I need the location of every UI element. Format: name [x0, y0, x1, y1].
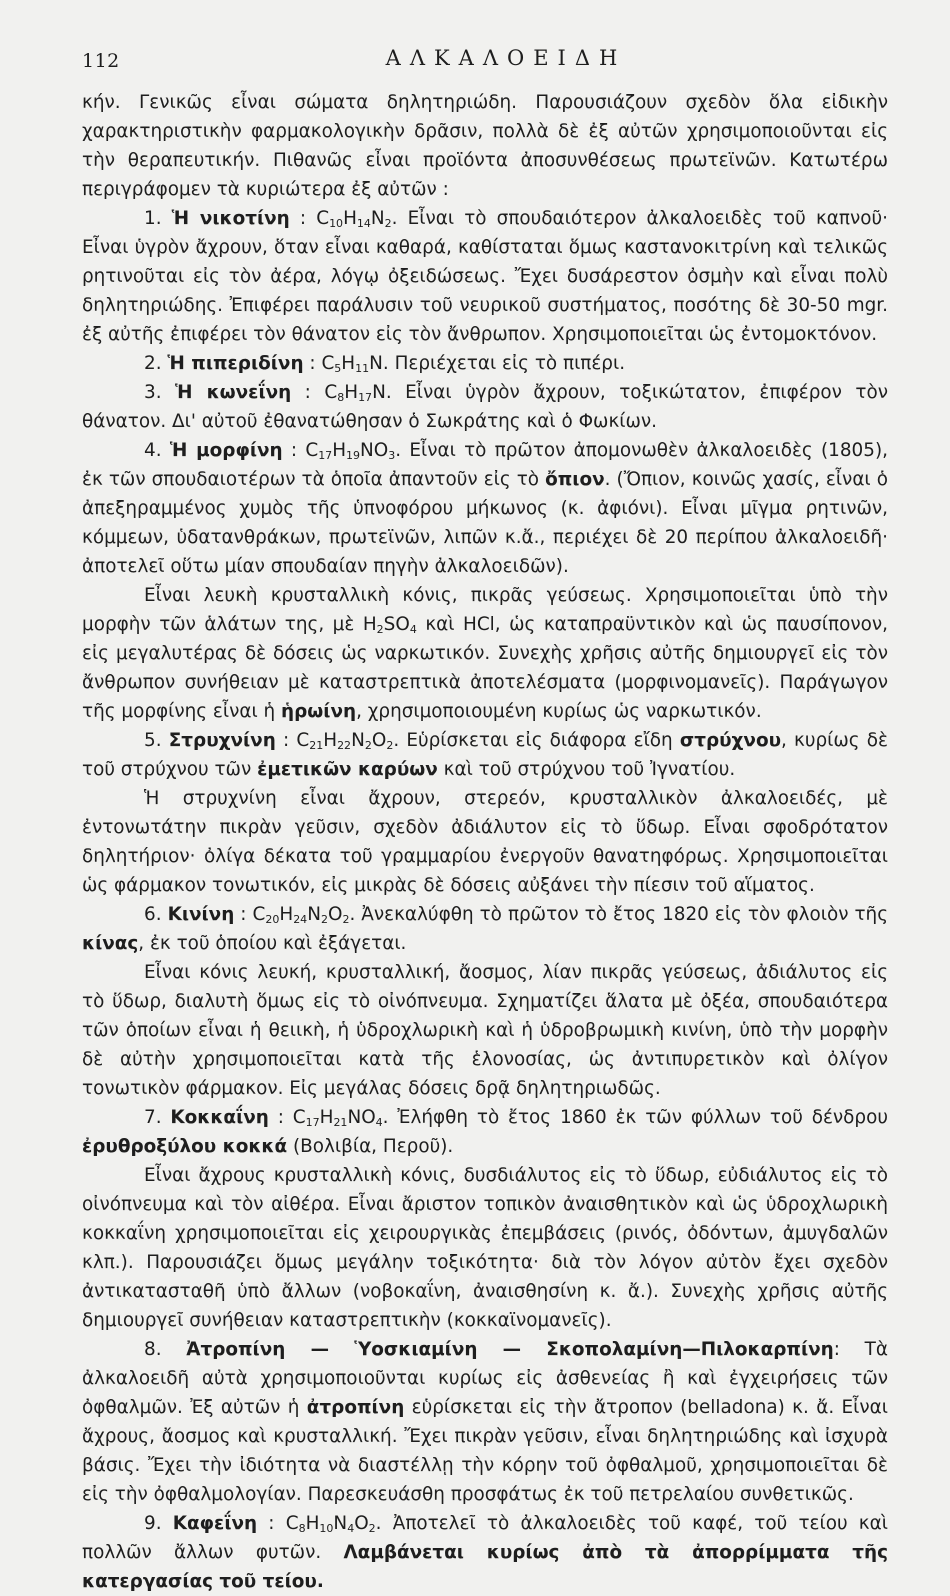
term-caffeine: Καφεΐνη: [172, 1513, 258, 1534]
term-strychnos: στρύχνου: [679, 730, 781, 751]
term-erythroxylum: ἐρυθροξύλου κοκκά: [82, 1136, 288, 1157]
term-piperidine: Ἡ πιπεριδίνη: [167, 353, 304, 374]
term-cinchona: κίνας: [82, 933, 139, 954]
term-coniine: Ἡ κωνεΐνη: [175, 382, 292, 403]
term-cocaine: Κοκκαΐνη: [170, 1107, 269, 1128]
paragraph-quinine-properties: Εἶναι κόνις λευκή, κρυσταλλική, ἄοσμος, λίαν πικρᾶς γεύσεως, ἀδιάλυτος εἰς τὸ ὕδωρ, διαλυτὴ ὅμως εἰς τὸ οἰνόπνευμα. Σχηματίζει ἅλατα μὲ ὀξέα, σπουδαιότερα τῶν ὁποίων εἶναι ἡ θειικὴ, ἡ ὑδροχλωρικὴ καὶ ἡ ὑδροβρωμικὴ κινίνη, ὑπὸ τὴν μορφὴν δὲ αὐτὴν χρησιμοποιεῖται κατὰ τῆς ἑλονοσίας, ὡς ἀντιπυρετικὸν καὶ ὀλίγον τονωτικὸν φάρμακον. Εἰς μεγάλας δόσεις δρᾷ δηλητηριωδῶς.: [82, 962, 888, 1099]
term-morphine: Ἡ μορφίνη: [169, 440, 283, 461]
paragraph-strychnine: 5. Στρυχνίνη : $C_{21}H_{22}N_2O_2$. Εὑρίσκεται εἰς διάφορα εἴδη στρύχνου, κυρίως δὲ τοῦ στρύχνου τῶν ἐμετικῶν καρύων καὶ τοῦ στρύχνου τοῦ Ἰγνατίου.: [82, 730, 888, 780]
paragraph-coniine: 3. Ἡ κωνεΐνη : $C_8H_{17}N$. Εἶναι ὑγρὸν ἄχρουν, τοξικώτατον, ἐπιφέρον τὸν θάνατον. Δι' αὐτοῦ ἐθανατώθησαν ὁ Σωκράτης καὶ ὁ Φωκίων.: [82, 382, 888, 432]
paragraph-piperidine: 2. Ἡ πιπεριδίνη : $C_5H_{11}N$. Περιέχεται εἰς τὸ πιπέρι.: [144, 353, 626, 375]
term-atropine-group: Ἀτροπίνη — Ὑοσκιαμίνη — Σκοπολαμίνη—Πιλοκαρπίνη: [186, 1339, 834, 1360]
term-opium: ὄπιον: [545, 469, 605, 490]
body-text: [82, 88, 888, 1596]
paragraph-caffeine: 9. Καφεΐνη : $C_8H_{10}N_4O_2$. Ἀποτελεῖ τὸ ἀλκαλοειδὲς τοῦ καφέ, τοῦ τείου καὶ πολλῶν ἄλλων φυτῶν. Λαμβάνεται κυρίως ἀπὸ τὰ ἀπορρίμματα τῆς κατεργασίας τοῦ τείου.: [82, 1513, 888, 1592]
paragraph-intro: κήν. Γενικῶς εἶναι σώματα δηλητηριώδη. Παρουσιάζουν σχεδὸν ὅλα εἰδικὴν χαρακτηριστικὴν φαρμακολογικὴν δρᾶσιν, πολλὰ δὲ ἐξ αὐτῶν χρησιμοποιοῦνται εἰς τὴν θεραπευτικήν. Πιθανῶς εἶναι προϊόντα ἀποσυνθέσεως πρωτεϊνῶν. Κατωτέρω περιγράφομεν τὰ κυριώτερα ἐξ αὐτῶν :: [82, 92, 888, 200]
page-number: 112: [82, 50, 120, 72]
paragraph-atropine: 8. Ἀτροπίνη — Ὑοσκιαμίνη — Σκοπολαμίνη—Πιλοκαρπίνη: Τὰ ἀλκαλοειδῆ αὐτὰ χρησιμοποιοῦνται κυρίως εἰς ἀσθενείας ἢ καὶ ἐγχειρήσεις τῶν ὀφθαλμῶν. Ἐξ αὐτῶν ἡ ἀτροπίνη εὑρίσκεται εἰς τὴν ἄτροπον (belladona) κ. ἄ. Εἶναι ἄχρους, ἄοσμος καὶ κρυσταλλική. Ἔχει πικρὰν γεῦσιν, εἶναι δηλητηριώδης καὶ ἰσχυρὰ βάσις. Ἔχει τὴν ἰδιότητα νὰ διαστέλλῃ τὴν κόρην τοῦ ὀφθαλμοῦ, χρησιμοποιεῖται δὲ εἰς τὴν ὀφθαλμολογίαν. Παρεσκευάσθη προσφάτως ἐκ τοῦ πετρελαίου συνθετικῶς.: [82, 1339, 888, 1505]
term-quinine: Κινίνη: [167, 904, 235, 925]
running-title: ΑΛΚΑΛΟΕΙΔΗ: [385, 46, 627, 70]
paragraph-cocaine-properties: Εἶναι ἄχρους κρυσταλλικὴ κόνις, δυσδιάλυτος εἰς τὸ ὕδωρ, εὐδιάλυτος εἰς τὸ οἰνόπνευμα καὶ τὸν αἰθέρα. Εἶναι ἄριστον τοπικὸν ἀναισθητικὸν καὶ ὡς ὑδροχλωρικὴ κοκκαΐνη χρησιμοποιεῖται εἰς χειρουργικὰς ἐπεμβάσεις (ρινός, ὀδόντων, ἀμυγδαλῶν κλπ.). Παρουσιάζει ὅμως μεγάλην τοξικότητα· διὰ τὸν λόγον αὐτὸν ἔχει σχεδὸν ἀντικατασταθῆ ὑπὸ ἄλλων (νοβοκαΐνη, ἀναισθησίνη κ. ἄ.). Συνεχὴς χρῆσις αὐτῆς δημιουργεῖ συνήθειαν καταστρεπτικὴν (κοκκαϊνομανεῖς).: [82, 1165, 888, 1331]
term-atropine: ἀτροπίνη: [306, 1397, 405, 1418]
term-heroin: ἡρωίνη: [281, 701, 357, 722]
term-emetic-nuts: ἐμετικῶν καρύων: [257, 759, 438, 780]
paragraph-cocaine: 7. Κοκκαΐνη : $C_{17}H_{21}NO_4$. Ἐλήφθη τὸ ἔτος 1860 ἐκ τῶν φύλλων τοῦ δένδρου ἐρυθροξύλου κοκκά (Βολιβία, Περοῦ).: [82, 1107, 888, 1157]
page-header: [82, 44, 890, 74]
paragraph-morphine: 4. Ἡ μορφίνη : $C_{17}H_{19}NO_3$. Εἶναι τὸ πρῶτον ἀπομονωθὲν ἀλκαλοειδὲς (1805), ἐκ τῶν σπουδαιοτέρων τὰ ὁποῖα ἀπαντοῦν εἰς τὸ ὄπιον. (Ὄπιον, κοινῶς χασίς, εἶναι ὁ ἀπεξηραμμένος χυμὸς τῆς ὑπνοφόρου μήκωνος (κ. ἀφιόνι). Εἶναι μῖγμα ρητινῶν, κόμμεων, ὑδατανθράκων, πρωτεϊνῶν, λιπῶν κ.ἄ., περιέχει δὲ 20 περίπου ἀλκαλοειδῆ· ἀποτελεῖ οὕτω μίαν σπουδαίαν πηγὴν ἀλκαλοειδῶν).: [82, 440, 888, 577]
paragraph-quinine: 6. Κινίνη : $C_{20}H_{24}N_2O_2$. Ἀνεκαλύφθη τὸ πρῶτον τὸ ἔτος 1820 εἰς τὸν φλοιὸν τῆς κίνας, ἐκ τοῦ ὁποίου καὶ ἐξάγεται.: [82, 904, 888, 954]
paragraph-morphine-uses: Εἶναι λευκὴ κρυσταλλικὴ κόνις, πικρᾶς γεύσεως. Χρησιμοποιεῖται ὑπὸ τὴν μορφὴν τῶν ἁλάτων της, μὲ $H_2SO_4$ καὶ HCl, ὡς καταπραϋντικὸν καὶ ὡς παυσίπονον, εἰς μεγαλυτέρας δὲ δόσεις ὡς ναρκωτικόν. Συνεχὴς χρῆσις αὐτῆς δημιουργεῖ εἰς τὸν ἄνθρωπον συνήθειαν μὲ καταστρεπτικὰ ἀποτελέσματα (μορφινομανεῖς). Παράγωγον τῆς μορφίνης εἶναι ἡ ἡρωίνη, χρησιμοποιουμένη κυρίως ὡς ναρκωτικόν.: [82, 585, 888, 722]
paragraph-nicotine: 1. Ἡ νικοτίνη : $C_{10}H_{14}N_2$. Εἶναι τὸ σπουδαιότερον ἀλκαλοειδὲς τοῦ καπνοῦ· Εἶναι ὑγρὸν ἄχρουν, ὅταν εἶναι καθαρά, καθίσταται ὅμως καστανοκιτρίνη καὶ τελικῶς ρητινοῦται εἰς τὸν ἀέρα, λόγῳ ὀξειδώσεως. Ἔχει δυσάρεστον ὀσμὴν καὶ εἶναι πολὺ δηλητηριώδης. Ἐπιφέρει παράλυσιν τοῦ νευρικοῦ συστήματος, ποσότης δὲ 30-50 mgr. ἐξ αὐτῆς ἐπιφέρει τὸν θάνατον εἰς τὸν ἄνθρωπον. Χρησιμοποιεῖται ὡς ἐντομοκτόνον.: [82, 208, 888, 345]
term-nicotine: Ἡ νικοτίνη: [171, 208, 290, 229]
paragraph-strychnine-properties: Ἡ στρυχνίνη εἶναι ἄχρουν, στερεόν, κρυσταλλικὸν ἀλκαλοειδές, μὲ ἐντονωτάτην πικρὰν γεῦσιν, σχεδὸν ἀδιάλυτον εἰς τὸ ὕδωρ. Εἶναι σφοδρότατον δηλητήριον· ὀλίγα δέκατα τοῦ γραμμαρίου ἐνεργοῦν θανατηφόρως. Χρησιμοποιεῖται ὡς φάρμακον τονωτικόν, εἰς μικρὰς δὲ δόσεις αὐξάνει τὴν πίεσιν τοῦ αἵματος.: [82, 788, 888, 896]
term-strychnine: Στρυχνίνη: [168, 730, 276, 751]
caffeine-source-note: Λαμβάνεται κυρίως ἀπὸ τὰ ἀπορρίμματα τῆς κατεργασίας τοῦ τείου.: [82, 1542, 888, 1592]
